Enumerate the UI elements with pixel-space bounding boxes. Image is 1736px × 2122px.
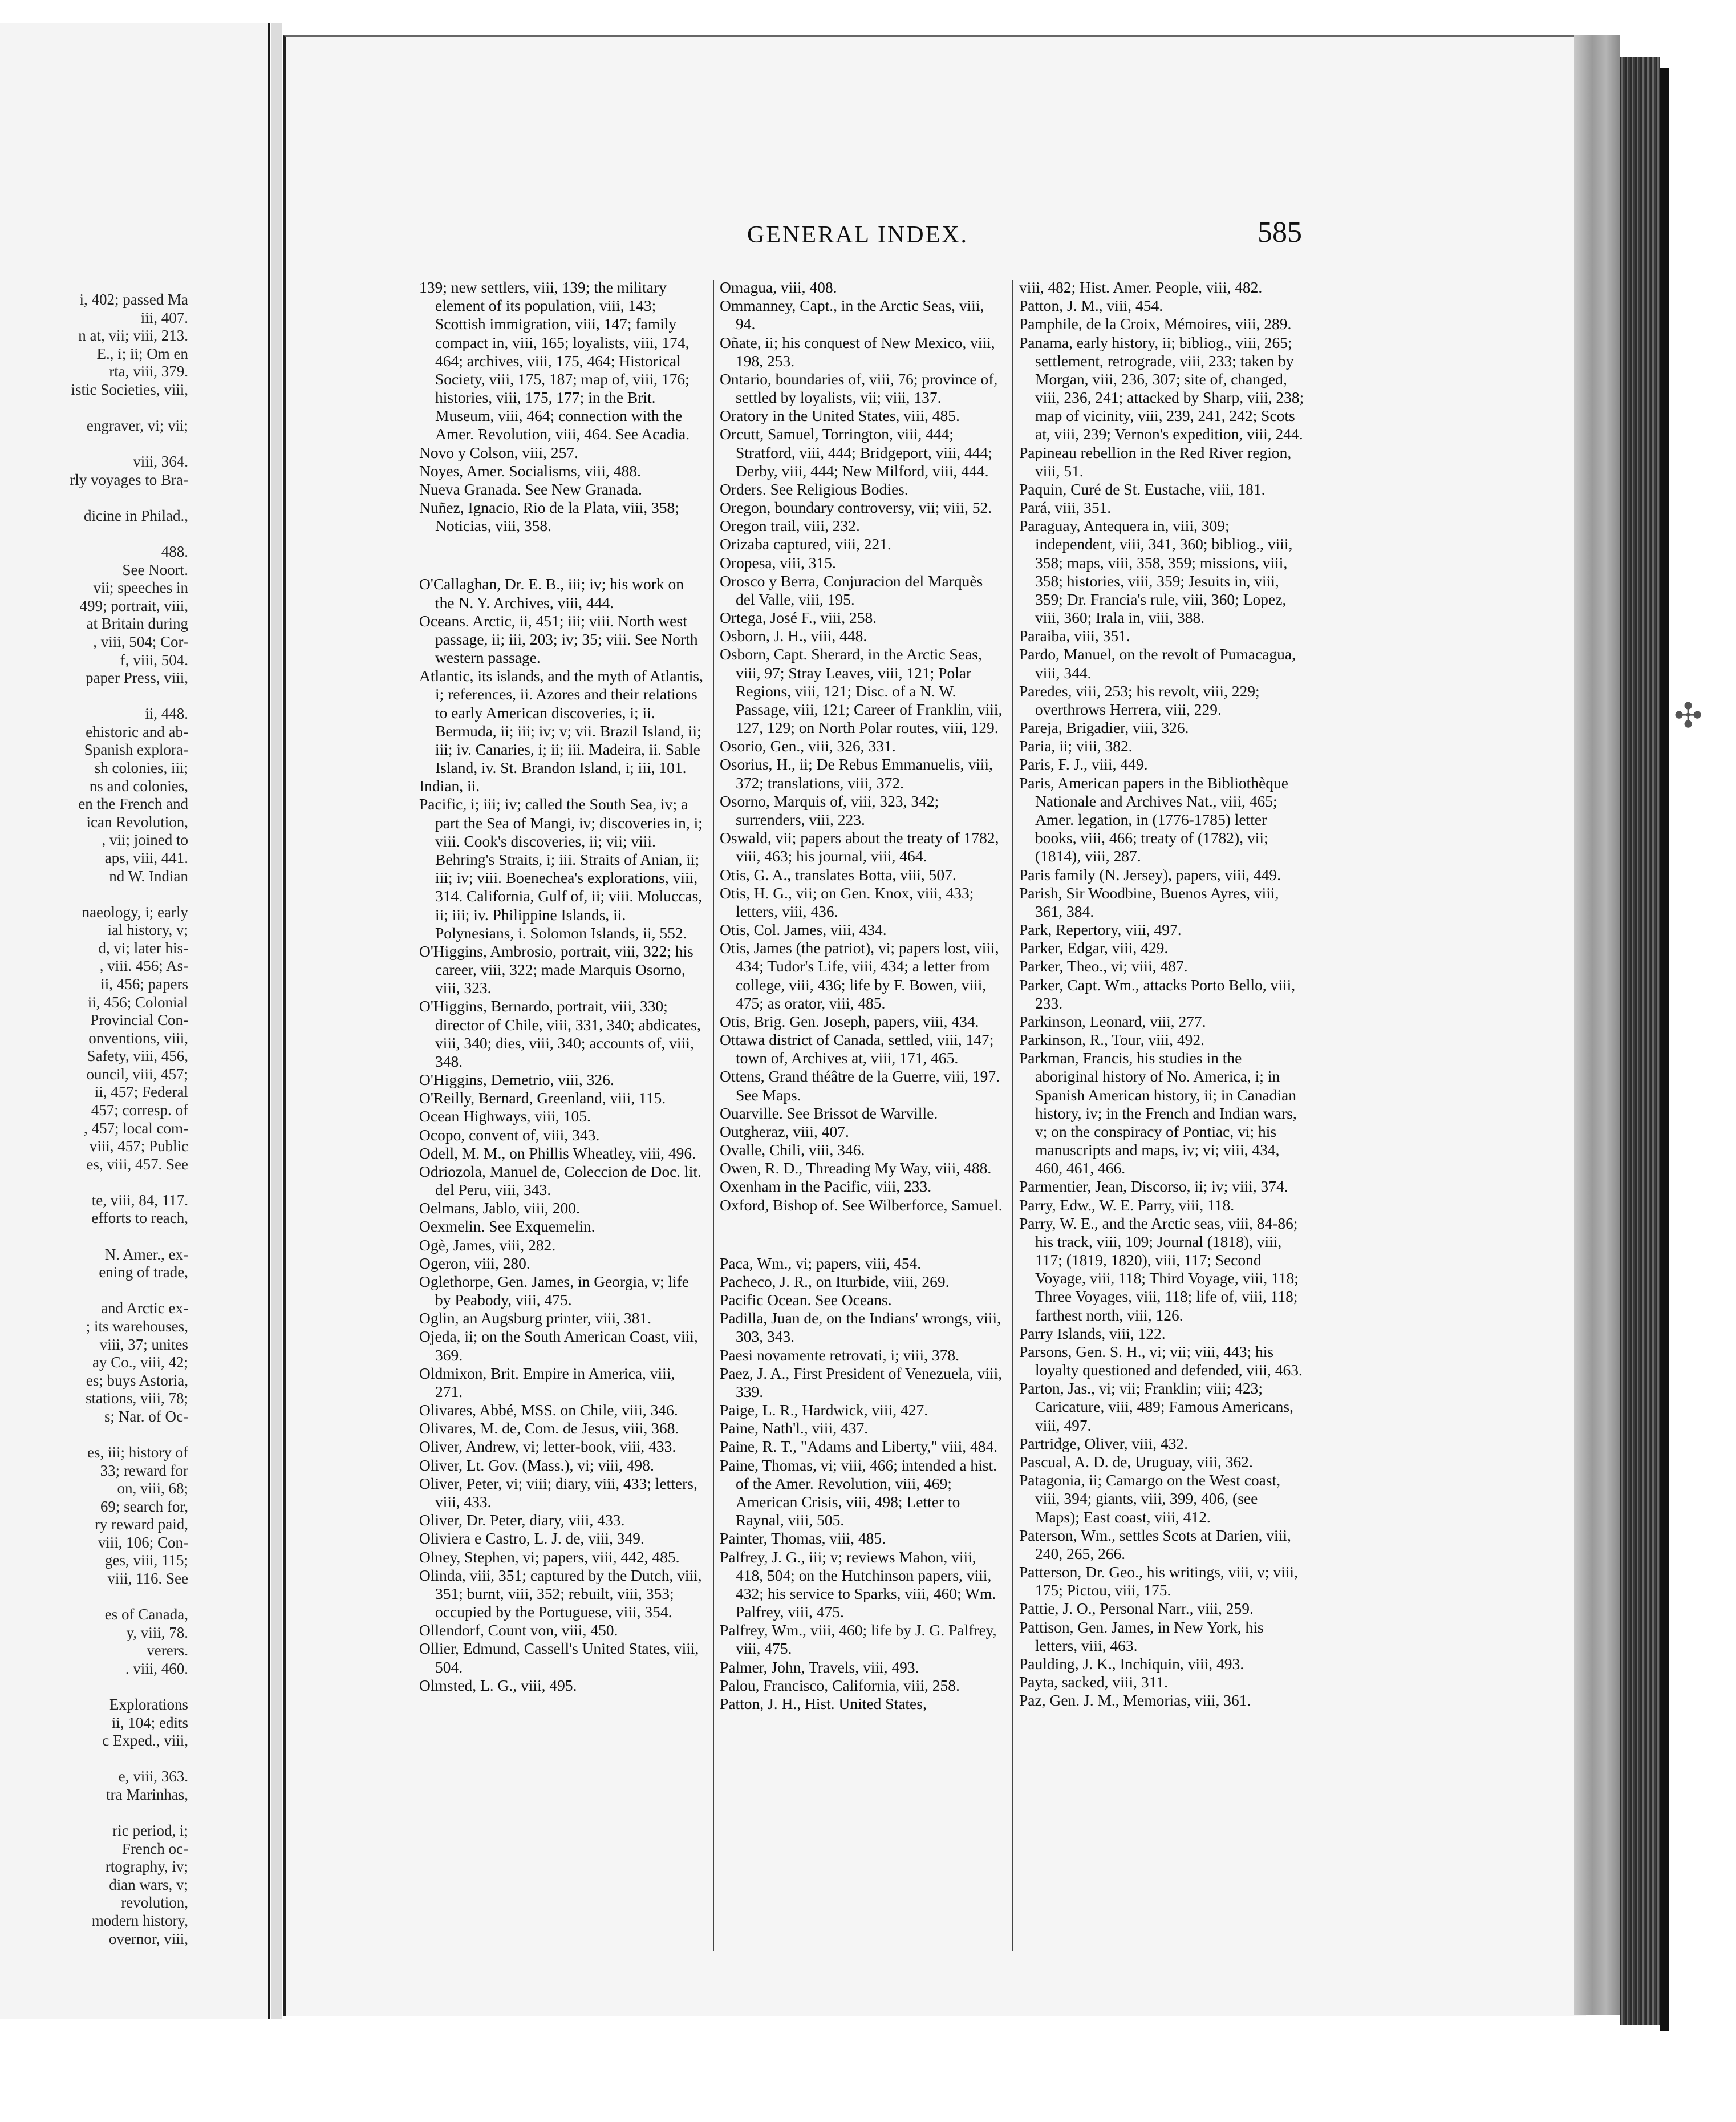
index-entry: Orizaba captured, viii, 221. (720, 535, 891, 553)
facing-page-line: es, viii, 457. See (86, 1155, 188, 1173)
index-entry: Ogè, James, viii, 282. (419, 1236, 556, 1254)
index-entry: Nuñez, Ignacio, Rio de la Plata, viii, 358; Noticias, viii, 358. (419, 499, 679, 535)
index-entry: Otis, Col. James, viii, 434. (720, 921, 887, 939)
facing-page-line: . viii, 460. (125, 1659, 188, 1677)
index-entry: Otis, Brig. Gen. Joseph, papers, viii, 434. (720, 1012, 979, 1030)
index-entry: Osorio, Gen., viii, 326, 331. (720, 737, 896, 755)
index-entry: Pamphile, de la Croix, Mémoires, viii, 289. (1019, 315, 1292, 333)
index-entry: Parker, Theo., vi; viii, 487. (1019, 957, 1188, 975)
index-entry: Ottens, Grand théâtre de la Guerre, viii, 197. See Maps. (720, 1067, 1000, 1104)
facing-page-line: f, viii, 504. (120, 651, 188, 669)
index-entry: Oropesa, viii, 315. (720, 553, 836, 572)
facing-page-line: vii; speeches in (93, 579, 188, 597)
index-entry: Parry, W. E., and the Arctic seas, viii, 84-86; his track, viii, 109; Journal (1818), viii, 117; (1819, 1820), viii, 117; Second Voyage, viii, 118; Third Voyage, viii, 118; Three Voyages, viii, 118; life of, viii, 118; farthest north, viii, 126. (1019, 1214, 1299, 1324)
facing-page-line: ii, 448. (145, 705, 188, 723)
index-entry: Ocopo, convent of, viii, 343. (419, 1125, 600, 1144)
facing-page-line: , viii, 504; Cor- (93, 633, 188, 650)
facing-page-line (0, 885, 188, 904)
index-entry: Parkinson, R., Tour, viii, 492. (1019, 1031, 1204, 1049)
facing-page-line: ; its warehouses, (86, 1317, 188, 1335)
index-entry: O'Reilly, Bernard, Greenland, viii, 115. (419, 1089, 666, 1107)
facing-page-line: 457; corresp. of (91, 1102, 188, 1119)
index-entry: Paine, R. T., "Adams and Liberty," viii, 484. (720, 1437, 998, 1456)
facing-page-text (0, 291, 188, 1948)
facing-page-line: ii, 456; papers (100, 975, 188, 993)
column-rule (1012, 280, 1013, 1951)
facing-page-line (0, 1750, 188, 1768)
facing-page-line: 33; reward for (100, 1461, 188, 1479)
facing-page-line: naeology, i; early (82, 903, 188, 921)
facing-page-line: ening of trade, (99, 1264, 188, 1281)
facing-page-line (0, 525, 188, 544)
index-entry: Papineau rebellion in the Red River region, viii, 51. (1019, 443, 1292, 480)
facing-page-line (0, 1228, 188, 1246)
index-entry: Parkman, Francis, his studies in the aboriginal history of No. America, i; in Spanish American history, ii; in Canadian history, iv; in the French and Indian wars, v; on the conspiracy of Pontiac, vi; his manuscripts and maps, iv; vi; viii, 434, 460, 461, 466. (1019, 1049, 1297, 1177)
facing-page-line: nd W. Indian (109, 867, 188, 885)
index-entry: Olmsted, L. G., viii, 495. (419, 1676, 577, 1694)
facing-page-line: aps, viii, 441. (104, 849, 188, 866)
facing-page-line (0, 687, 188, 706)
page-edge-shadow (1574, 35, 1620, 2015)
index-entry: Panama, early history, ii; bibliog., viii, 265; settlement, retrograde, viii, 233; taken by Morgan, viii, 236, 307; site of, changed, viii, 236, 241; attacked by Sharp, viii, 238; map of vicinity, viii, 239, 241, 242; Scots at, viii, 239; Vernon's expedition, viii, 244. (1019, 333, 1304, 443)
facing-page-line: ns and colonies, (89, 777, 188, 795)
index-entry: Pardo, Manuel, on the revolt of Pumacagua, viii, 344. (1019, 645, 1296, 682)
index-entry: Pacific, i; iii; iv; called the South Sea, iv; a part the Sea of Mangi, iv; discoveries in, i; viii. Cook's discoveries, ii; vii; viii. Behring's Straits, i; iii. Straits of Anian, ii; iii; iv; viii. Boenechea's explorations, viii, 314. California, Gulf of, ii; viii. Moluccas, ii; iii; iv. Philippine Islands, ii. Polynesians, i. Solomon Islands, ii, 552. (419, 795, 703, 942)
index-entry: Olivares, Abbé, MSS. on Chile, viii, 346. (419, 1401, 678, 1419)
index-entry: Ollier, Edmund, Cassell's United States, viii, 504. (419, 1639, 699, 1676)
gutter (271, 23, 282, 2019)
index-entry: Parry, Edw., W. E. Parry, viii, 118. (1019, 1196, 1235, 1214)
index-column-1 (419, 278, 704, 1695)
facing-page-line: ric period, i; (112, 1822, 188, 1840)
index-entry: Paria, ii; viii, 382. (1019, 737, 1133, 755)
index-entry: Paredes, viii, 253; his revolt, viii, 229; overthrows Herrera, viii, 229. (1019, 682, 1260, 718)
facing-page-line: rly voyages to Bra- (70, 471, 188, 488)
index-entry: Ollendorf, Count von, viii, 450. (419, 1621, 618, 1639)
index-entry: Orcutt, Samuel, Torrington, viii, 444; Stratford, viii, 444; Bridgeport, viii, 444; Derby, viii, 444; New Milford, viii, 444. (720, 425, 992, 480)
facing-page-line: Spanish explora- (84, 741, 188, 759)
facing-page-line: viii, 116. See (107, 1570, 188, 1588)
facing-page-line: ii, 457; Federal (94, 1083, 188, 1101)
index-entry: O'Callaghan, Dr. E. B., iii; iv; his work on the N. Y. Archives, viii, 444. (419, 575, 684, 612)
index-entry: Oregon, boundary controversy, vii; viii, 52. (720, 499, 992, 517)
facing-page-line (0, 1804, 188, 1823)
index-entry: O'Higgins, Demetrio, viii, 326. (419, 1071, 614, 1089)
index-entry: Oxenham in the Pacific, viii, 233. (720, 1177, 932, 1196)
book-edge (1620, 57, 1660, 2025)
facing-page-line: French oc- (121, 1840, 188, 1857)
index-entry: Paine, Nath'l., viii, 437. (720, 1419, 869, 1437)
index-entry: Paraguay, Antequera in, viii, 309; independent, viii, 341, 360; bibliog., viii, 358; maps, viii, 358, 359; missions, viii, 358; histories, viii, 359; Jesuits in, viii, 359; Dr. Francia's rule, viii, 360; Lopez, viii, 360; Irala in, viii, 388. (1019, 517, 1293, 627)
facing-page-line: 499; portrait, viii, (79, 597, 188, 614)
index-entry: Ocean Highways, viii, 105. (419, 1107, 591, 1125)
facing-page-line: dian wars, v; (109, 1876, 188, 1893)
index-entry: Pacific Ocean. See Oceans. (720, 1291, 892, 1309)
index-entry: Odell, M. M., on Phillis Wheatley, viii, 496. (419, 1144, 696, 1162)
index-entry: Ogeron, viii, 280. (419, 1254, 530, 1272)
facing-page-line: ii, 456; Colonial (87, 993, 188, 1011)
facing-page-line (0, 1426, 188, 1444)
index-entry: 139; new settlers, viii, 139; the military element of its population, viii, 143; Scottish immigration, viii, 147; family compact in, viii, 165; loyalists, viii, 174, 464; archives, viii, 175, 464; Historical Society, viii, 175, 187; map of, viii, 176; histories, viii, 175, 177; in the Brit. Museum, viii, 464; connection with the Amer. Revolution, viii, 464. See Acadia. (419, 278, 690, 443)
facing-page-line: i, 402; passed Ma (79, 291, 188, 308)
index-entry: Ojeda, ii; on the South American Coast, viii, 369. (419, 1327, 698, 1364)
facing-page-line (0, 489, 188, 507)
index-entry: Osborn, J. H., viii, 448. (720, 627, 867, 645)
index-entry: Paine, Thomas, vi; viii, 466; intended a hist. of the Amer. Revolution, viii, 469; American Crisis, viii, 498; Letter to Raynal, viii, 505. (720, 1456, 997, 1529)
facing-page-line: See Noort. (122, 561, 188, 578)
facing-page-line: ial history, v; (107, 921, 188, 939)
facing-page-line: iii, 407. (140, 309, 188, 326)
index-column-3 (1019, 278, 1304, 1710)
index-entry: Otis, H. G., vii; on Gen. Knox, viii, 433; letters, viii, 436. (720, 884, 974, 920)
facing-page-line: ouncil, viii, 457; (86, 1065, 188, 1083)
facing-page-line: e, viii, 363. (118, 1768, 188, 1785)
facing-page-line: n at, vii; viii, 213. (78, 327, 188, 345)
facing-page-line: revolution, (121, 1894, 188, 1912)
index-entry: Payta, sacked, viii, 311. (1019, 1673, 1168, 1691)
facing-page-line: viii, 106; Con- (98, 1533, 188, 1551)
index-entry: Paquin, Curé de St. Eustache, viii, 181. (1019, 480, 1266, 498)
index-entry: Olinda, viii, 351; captured by the Dutch, viii, 351; burnt, viii, 352; rebuilt, viii, 353; occupied by the Portuguese, viii, 354. (419, 1566, 702, 1621)
index-entry: Olivares, M. de, Com. de Jesus, viii, 368. (419, 1419, 679, 1437)
index-entry: Parker, Capt. Wm., attacks Porto Bello, viii, 233. (1019, 975, 1296, 1012)
index-entry: Oglin, an Augsburg printer, viii, 381. (419, 1309, 652, 1327)
index-entry: Paris family (N. Jersey), papers, viii, 449. (1019, 865, 1281, 884)
index-entry: Ouarville. See Brissot de Warville. (720, 1104, 938, 1122)
facing-page-line: verers. (147, 1642, 188, 1659)
index-entry: Padilla, Juan de, on the Indians' wrongs, viii, 303, 343. (720, 1309, 1001, 1346)
facing-page-line (0, 1588, 188, 1606)
index-entry: Ortega, José F., viii, 258. (720, 609, 877, 627)
facing-page-line: rtography, iv; (105, 1858, 188, 1876)
index-entry: viii, 482; Hist. Amer. People, viii, 482. (1019, 278, 1263, 296)
section-gap (720, 1214, 1005, 1254)
facing-page-line: ican Revolution, (86, 813, 188, 831)
facing-page-line: onventions, viii, (88, 1029, 188, 1047)
index-entry: Paris, American papers in the Bibliothèque Nationale and Archives Nat., viii, 465; Amer. legation, in (1776-1785) letter books, viii, 466; treaty of (1782), vii; (1814), viii, 287. (1019, 774, 1288, 865)
facing-page-line: viii, 37; unites (99, 1335, 188, 1353)
index-entry: Parry Islands, viii, 122. (1019, 1324, 1166, 1342)
facing-page-line (0, 1678, 188, 1696)
facing-page-line: ii, 104; edits (111, 1714, 188, 1731)
index-entry: Parker, Edgar, viii, 429. (1019, 939, 1169, 957)
facing-page-line: Provincial Con- (90, 1011, 188, 1029)
facing-page-line: , vii; joined to (102, 831, 188, 849)
index-entry: Novo y Colson, viii, 257. (419, 443, 578, 461)
index-entry: Ontario, boundaries of, viii, 76; province of, settled by loyalists, vii; viii, 137. (720, 370, 998, 407)
index-entry: Palfrey, Wm., viii, 460; life by J. G. Palfrey, viii, 475. (720, 1621, 997, 1658)
facing-page-line: es of Canada, (104, 1606, 188, 1623)
index-entry: Otis, James (the patriot), vi; papers lost, viii, 434; Tudor's Life, viii, 434; a letter from college, viii, 436; life by F. Bowen, viii, 475; as orator, viii, 485. (720, 939, 999, 1012)
index-entry: Osborn, Capt. Sherard, in the Arctic Seas, viii, 97; Stray Leaves, viii, 121; Polar Regions, viii, 121; Disc. of a N. W. Passage, viii, 121; Career of Franklin, viii, 127, 129; on North Polar routes, viii, 129. (720, 645, 1003, 737)
index-entry: Oliviera e Castro, L. J. de, viii, 349. (419, 1529, 644, 1548)
index-entry: Paulding, J. K., Inchiquin, viii, 493. (1019, 1654, 1244, 1673)
section-gap (419, 535, 704, 575)
book-edge-outer (1660, 68, 1669, 2031)
facing-page-line: stations, viii, 78; (85, 1390, 188, 1407)
index-entry: Oñate, ii; his conquest of New Mexico, viii, 198, 253. (720, 333, 995, 370)
index-entry: Palmer, John, Travels, viii, 493. (720, 1658, 919, 1676)
facing-page-line: viii, 364. (133, 453, 188, 471)
index-entry: Paige, L. R., Hardwick, viii, 427. (720, 1401, 928, 1419)
facing-page-line: te, viii, 84, 117. (91, 1191, 188, 1209)
page-title: GENERAL INDEX. (747, 222, 969, 248)
index-entry: Parmentier, Jean, Discorso, ii; iv; viii, 374. (1019, 1177, 1288, 1196)
facing-page-line: dicine in Philad., (84, 507, 188, 524)
facing-page-line: Explorations (109, 1696, 188, 1714)
index-entry: Painter, Thomas, viii, 485. (720, 1529, 886, 1548)
margin-mark: ✣ (1674, 697, 1703, 735)
facing-page-line: ehistoric and ab- (86, 723, 188, 740)
index-entry: Ottawa district of Canada, settled, viii, 147; town of, Archives at, viii, 171, 465. (720, 1031, 994, 1067)
index-entry: Noyes, Amer. Socialisms, viii, 488. (419, 461, 641, 480)
index-entry: Pareja, Brigadier, viii, 326. (1019, 719, 1189, 737)
index-entry: Patton, J. M., viii, 454. (1019, 297, 1163, 315)
index-entry: Oexmelin. See Exquemelin. (419, 1217, 595, 1236)
index-entry: Outgheraz, viii, 407. (720, 1122, 849, 1140)
facing-page-line: y, viii, 78. (126, 1623, 188, 1641)
index-entry: Parsons, Gen. S. H., vi; vii; viii, 443; his loyalty questioned and defended, viii, 463. (1019, 1342, 1303, 1379)
facing-page-line: efforts to reach, (91, 1209, 188, 1227)
facing-page-line: tra Marinhas, (106, 1785, 188, 1803)
index-entry: Oglethorpe, Gen. James, in Georgia, v; life by Peabody, viii, 475. (419, 1272, 689, 1309)
index-entry: Paesi novamente retrovati, i; viii, 378. (720, 1346, 960, 1364)
facing-page-line (0, 435, 188, 453)
index-entry: Parkinson, Leonard, viii, 277. (1019, 1012, 1206, 1030)
facing-page-line: modern history, (91, 1912, 188, 1930)
index-entry: Oliver, Lt. Gov. (Mass.), vi; viii, 498. (419, 1456, 654, 1474)
index-entry: Orosco y Berra, Conjuracion del Marquès del Valle, viii, 195. (720, 572, 983, 608)
column-rule (713, 280, 714, 1951)
index-entry: Park, Repertory, viii, 497. (1019, 921, 1182, 939)
index-entry: Patterson, Dr. Geo., his writings, viii, v; viii, 175; Pictou, viii, 175. (1019, 1563, 1298, 1599)
index-entry: Oceans. Arctic, ii, 451; iii; viii. North west passage, ii; iii, 203; iv; 35; viii. See North western passage. (419, 612, 698, 667)
facing-page-line: d, vi; later his- (98, 939, 188, 957)
facing-page-line: istic Societies, viii, (71, 380, 188, 398)
facing-page-line: N. Amer., ex- (104, 1245, 188, 1263)
index-entry: Otis, G. A., translates Botta, viii, 507. (720, 865, 956, 884)
facing-page-line: , viii. 456; As- (99, 957, 188, 975)
index-entry: Oregon trail, viii, 232. (720, 517, 860, 535)
facing-page-line: sh colonies, iii; (94, 759, 188, 777)
index-entry: Pará, viii, 351. (1019, 499, 1112, 517)
facing-page-line: and Arctic ex- (101, 1299, 188, 1317)
index-entry: Oratory in the United States, viii, 485. (720, 407, 960, 425)
index-entry: Oelmans, Jablo, viii, 200. (419, 1199, 580, 1217)
facing-page-line: en the French and (78, 795, 188, 813)
index-entry: Nueva Granada. See New Granada. (419, 480, 642, 498)
facing-page-line: Safety, viii, 456, (87, 1047, 188, 1065)
facing-page-line: at Britain during (86, 615, 188, 633)
facing-page-line: s; Nar. of Oc- (104, 1407, 188, 1425)
index-entry: Oliver, Andrew, vi; letter-book, viii, 433. (419, 1437, 676, 1456)
index-entry: O'Higgins, Bernardo, portrait, viii, 330; director of Chile, viii, 331, 340; abdicates, viii, 340; dies, viii, 340; accounts of, viii, 348. (419, 997, 701, 1070)
index-entry: Paris, F. J., viii, 449. (1019, 755, 1148, 774)
facing-page-line: ay Co., viii, 42; (92, 1354, 188, 1371)
facing-page-line (0, 1282, 188, 1300)
index-entry: Palou, Francisco, California, viii, 258. (720, 1676, 960, 1694)
facing-page-line (0, 1173, 188, 1192)
facing-page-line: ges, viii, 115; (105, 1552, 188, 1569)
facing-page-line: viii, 457; Public (89, 1137, 188, 1155)
index-entry: Oliver, Peter, vi; viii; diary, viii, 433; letters, viii, 433. (419, 1474, 697, 1510)
facing-page-line: E., i; ii; Om en (96, 345, 188, 362)
index-entry: Omagua, viii, 408. (720, 278, 837, 296)
index-entry: Paraiba, viii, 351. (1019, 627, 1130, 645)
index-entry: Ovalle, Chili, viii, 346. (720, 1141, 865, 1159)
index-entry: Oxford, Bishop of. See Wilberforce, Samuel. (720, 1196, 1003, 1214)
facing-page-line: on, viii, 68; (117, 1480, 188, 1497)
index-entry: Osorno, Marquis of, viii, 323, 342; surrenders, viii, 223. (720, 792, 939, 828)
facing-page-line: c Exped., viii, (102, 1732, 188, 1750)
facing-page-line: ry reward paid, (94, 1516, 188, 1533)
facing-page-line: es, iii; history of (87, 1444, 188, 1461)
index-entry: Odriozola, Manuel de, Coleccion de Doc. lit. del Peru, viii, 343. (419, 1162, 701, 1199)
index-entry: Pattie, J. O., Personal Narr., viii, 259. (1019, 1599, 1254, 1618)
index-entry: Paca, Wm., vi; papers, viii, 454. (720, 1254, 922, 1272)
index-entry: Paz, Gen. J. M., Memorias, viii, 361. (1019, 1691, 1251, 1710)
index-entry: Partridge, Oliver, viii, 432. (1019, 1434, 1189, 1452)
facing-page-line: , 457; local com- (84, 1119, 188, 1137)
index-entry: Pattison, Gen. James, in New York, his letters, viii, 463. (1019, 1618, 1264, 1654)
index-entry: Orders. See Religious Bodies. (720, 480, 908, 498)
index-entry: Paez, J. A., First President of Venezuela, viii, 339. (720, 1364, 1003, 1400)
index-entry: Pacheco, J. R., on Iturbide, viii, 269. (720, 1272, 950, 1290)
facing-page-line: es; buys Astoria, (86, 1371, 188, 1389)
index-entry: Oswald, vii; papers about the treaty of 1782, viii, 463; his journal, viii, 464. (720, 829, 999, 865)
index-entry: Pascual, A. D. de, Uruguay, viii, 362. (1019, 1453, 1253, 1471)
facing-page-left (0, 23, 270, 2019)
index-entry: Indian, ii. (419, 777, 480, 795)
index-entry: O'Higgins, Ambrosio, portrait, viii, 322; his career, viii, 322; made Marquis Osorno, viii, 323. (419, 942, 693, 997)
index-entry: Oliver, Dr. Peter, diary, viii, 433. (419, 1511, 625, 1529)
index-entry: Osorius, H., ii; De Rebus Emmanuelis, viii, 372; translations, viii, 372. (720, 755, 993, 792)
index-entry: Paterson, Wm., settles Scots at Darien, viii, 240, 265, 266. (1019, 1526, 1291, 1562)
index-entry: Parish, Sir Woodbine, Buenos Ayres, viii, 361, 384. (1019, 884, 1279, 920)
index-entry: Parton, Jas., vi; vii; Franklin; viii; 423; Caricature, viii, 489; Famous Americans, viii, 497. (1019, 1379, 1293, 1434)
index-entry: Ommanney, Capt., in the Arctic Seas, viii, 94. (720, 297, 984, 333)
page-number: 585 (1258, 216, 1302, 249)
facing-page-line: 488. (161, 543, 188, 561)
index-entry: Patton, J. H., Hist. United States, (720, 1694, 927, 1712)
facing-page-line: rta, viii, 379. (109, 363, 188, 380)
facing-page-line: paper Press, viii, (86, 669, 188, 687)
index-entry: Owen, R. D., Threading My Way, viii, 488. (720, 1159, 992, 1177)
index-entry: Oldmixon, Brit. Empire in America, viii, 271. (419, 1364, 675, 1400)
index-entry: Atlantic, its islands, and the myth of Atlantis, i; references, ii. Azores and their relations to early American discoveries, i; ii. Bermuda, ii; iii; iv; v; vii. Brazil Island, ii; iii; iv. Canaries, i; ii; iii. Madeira, ii. Sable Island, iv. St. Brandon Island, i; iii, 101. (419, 667, 704, 777)
index-entry: Olney, Stephen, vi; papers, viii, 442, 485. (419, 1548, 680, 1566)
facing-page-line (0, 399, 188, 417)
index-column-2 (720, 278, 1005, 1713)
facing-page-line: overnor, viii, (108, 1930, 188, 1947)
index-entry: Palfrey, J. G., iii; v; reviews Mahon, viii, 418, 504; on the Hutchinson papers, viii, 432; his service to Sparks, viii, 460; Wm. Palfrey, viii, 475. (720, 1548, 996, 1621)
facing-page-line: engraver, vi; vii; (86, 417, 188, 435)
index-entry: Patagonia, ii; Camargo on the West coast, viii, 394; giants, viii, 399, 406, (see Maps); East coast, viii, 412. (1019, 1471, 1281, 1526)
facing-page-line: 69; search for, (100, 1497, 188, 1515)
